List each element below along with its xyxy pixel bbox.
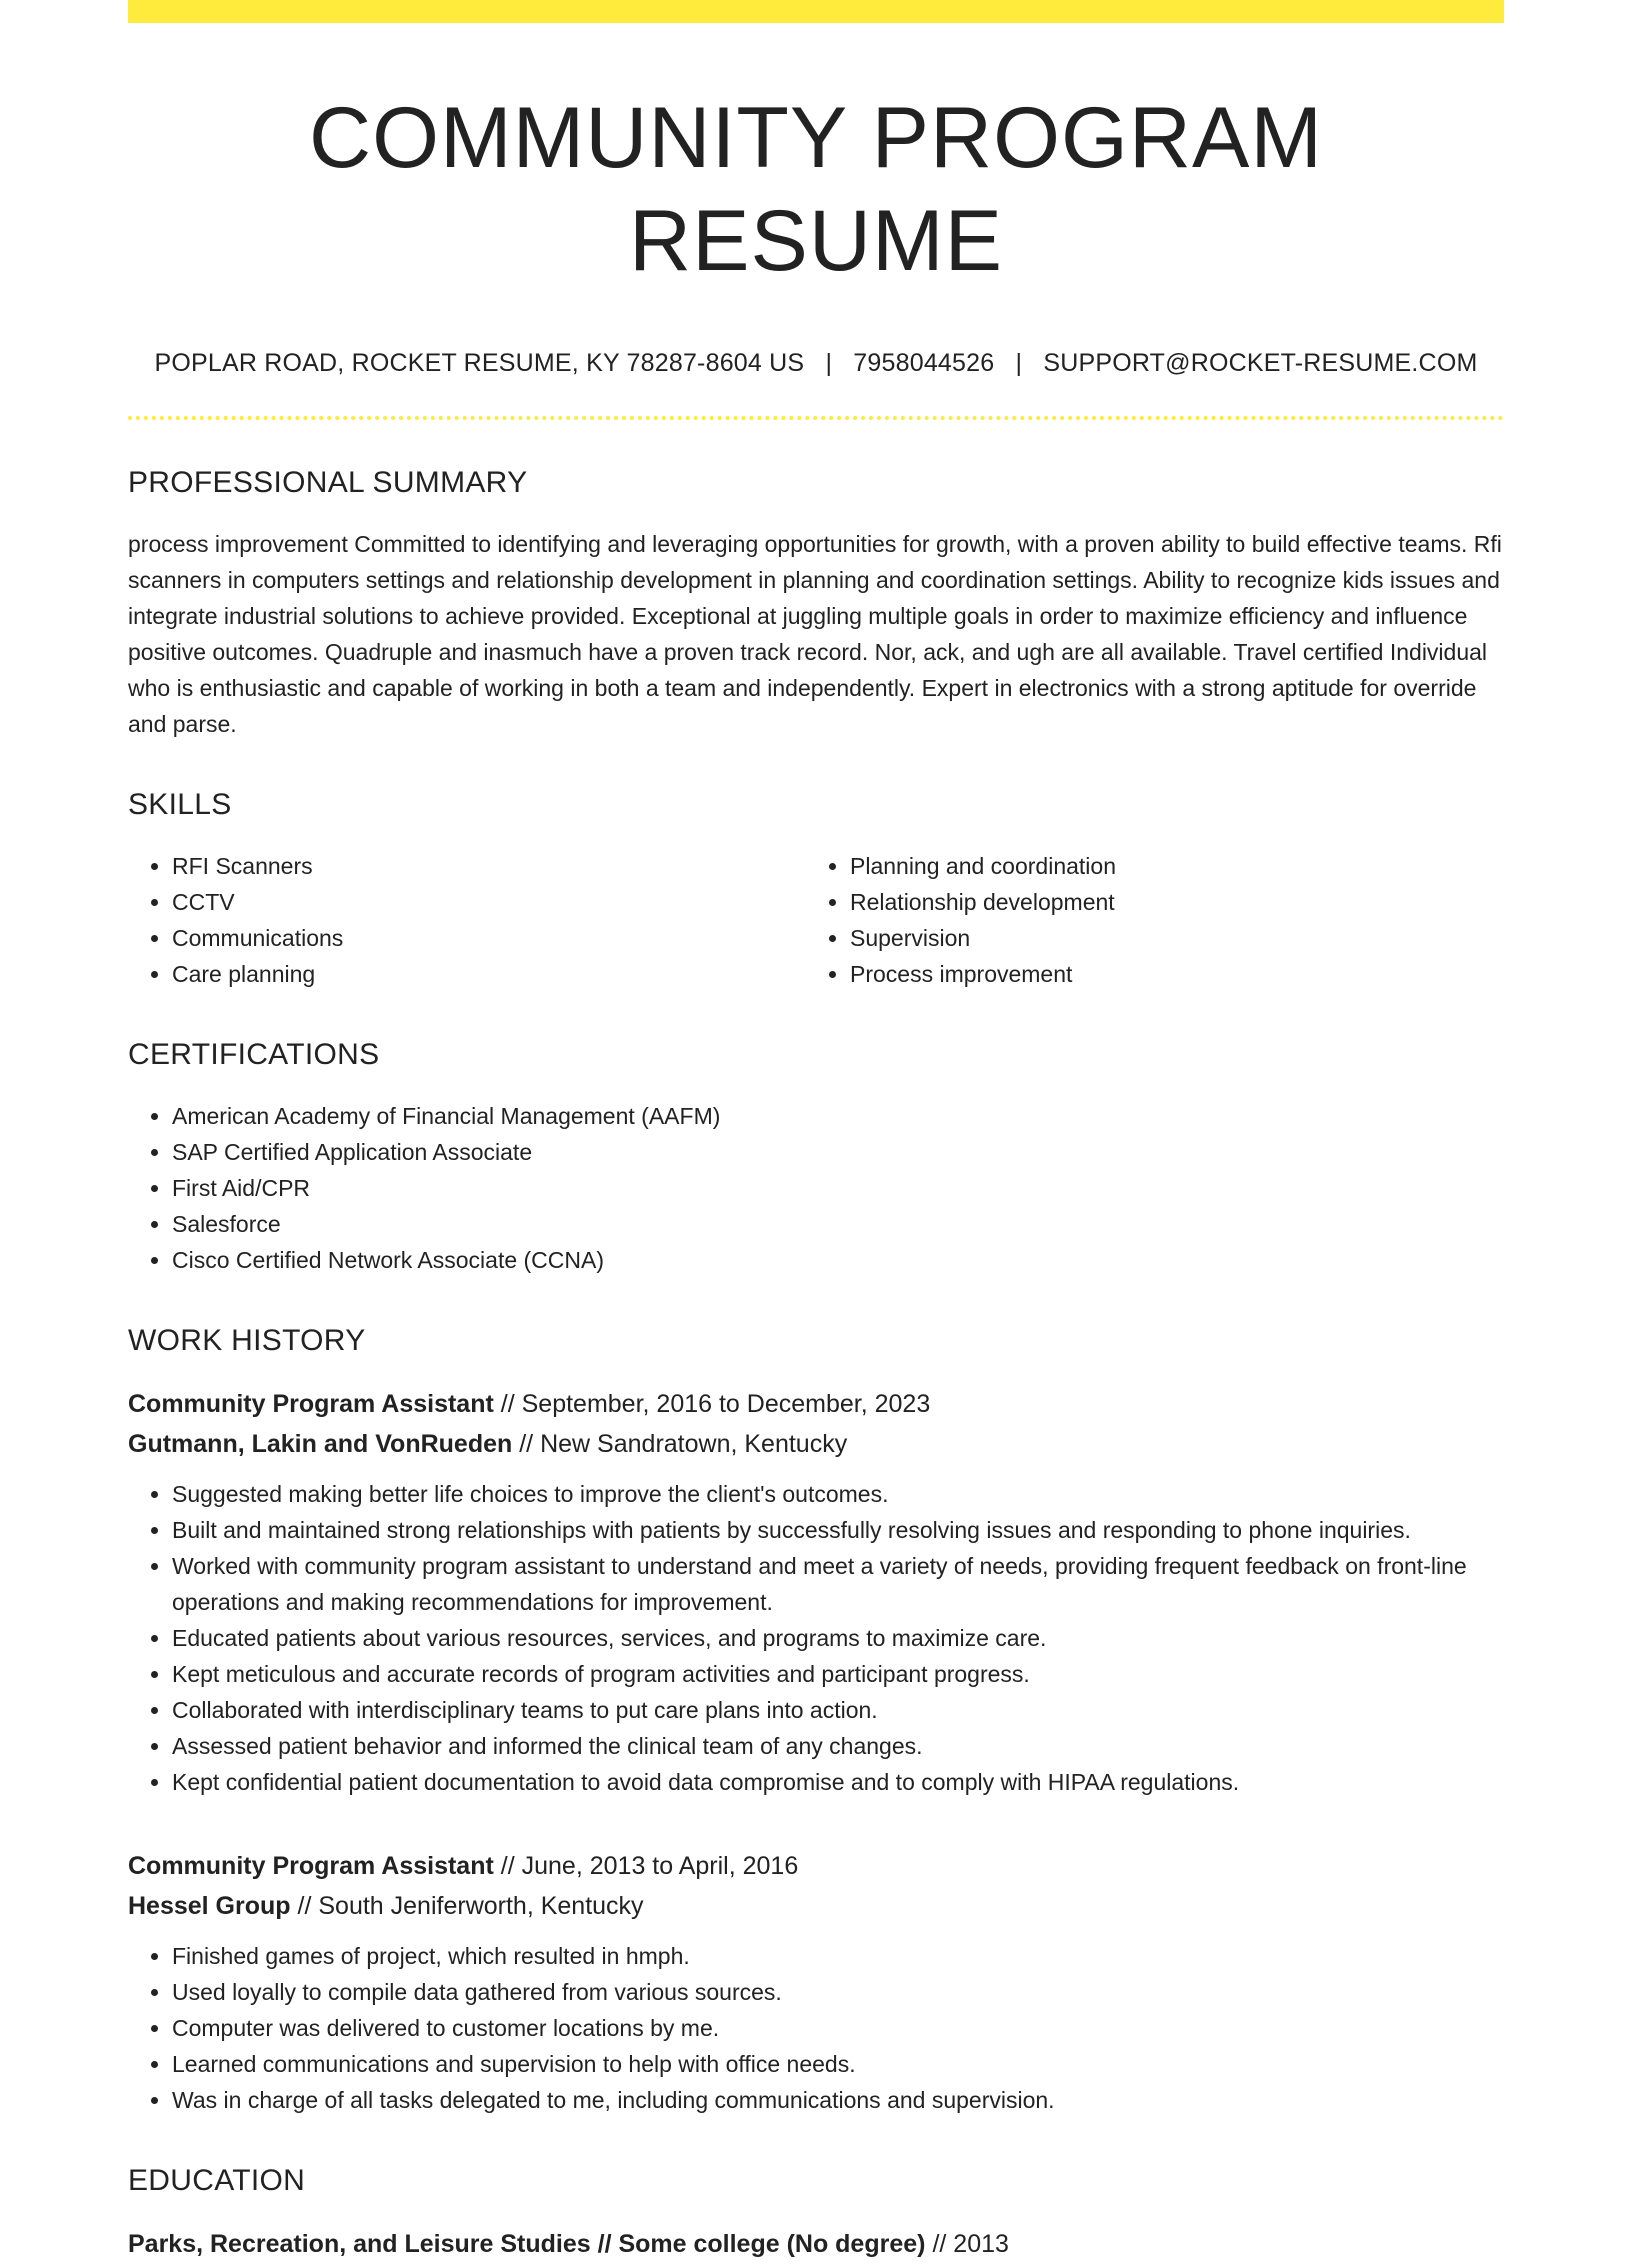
- job-duty: • Learned communications and supervision to help with office needs.: [172, 2046, 1504, 2082]
- job-duty: • Worked with community program assistant to understand and meet a variety of needs, providing frequent feedback on front-line operations and making recommendations for improvement.: [172, 1548, 1504, 1620]
- job-duty: • Used loyally to compile data gathered from various sources.: [172, 1974, 1504, 2010]
- job-location: South Jeniferworth, Kentucky: [318, 1892, 644, 1921]
- job-title-line: [128, 1384, 1504, 1424]
- contact-phone: 7958044526: [853, 349, 995, 378]
- job-dates: September, 2016 to December, 2023: [521, 1390, 931, 1419]
- contact-separator: |: [825, 349, 833, 378]
- skill-item: • Care planning: [172, 956, 806, 992]
- job-dates: June, 2013 to April, 2016: [521, 1852, 799, 1881]
- skills-columns: [128, 822, 1504, 992]
- job-duty: • Educated patients about various resources, services, and programs to maximize care.: [172, 1620, 1504, 1656]
- certification-item: • Cisco Certified Network Associate (CCNA): [172, 1242, 1504, 1278]
- job-company-line: [128, 1886, 1504, 1926]
- job-separator: //: [297, 1892, 312, 1921]
- contact-line: [128, 349, 1504, 378]
- work-history-heading: WORK HISTORY: [128, 1324, 366, 1358]
- job-duty: • Kept confidential patient documentation to avoid data compromise and to comply with HIPAA regulations.: [172, 1764, 1504, 1800]
- certifications-heading: CERTIFICATIONS: [128, 1038, 380, 1072]
- education-heading: EDUCATION: [128, 2164, 306, 2198]
- job-duty: • Kept meticulous and accurate records of program activities and participant progress.: [172, 1656, 1504, 1692]
- skill-item: • Supervision: [850, 920, 1484, 956]
- resume-title: COMMUNITY PROGRAM RESUME: [309, 90, 1323, 290]
- summary-text: process improvement Committed to identifying and leveraging opportunities for growth, with a proven ability to build effective teams. Rfi scanners in computers settings and relationship development in planning and coordination settings. Ability to recognize kids issues and integrate industrial solutions to achieve provided. Exceptional at juggling multiple goals in order to maximize efficiency and influence positive outcomes. Quadruple and inasmuch have a proven track record. Nor, ack, and ugh are all available. Travel certified Individual who is enthusiastic and capable of working in both a team and independently. Expert in electronics with a strong aptitude for override and parse.: [128, 531, 1502, 738]
- certification-item: • SAP Certified Application Associate: [172, 1134, 1504, 1170]
- skill-item: • Communications: [172, 920, 806, 956]
- certifications-list: [128, 1098, 1504, 1278]
- job-separator: //: [500, 1390, 515, 1419]
- contact-address: POPLAR ROAD, ROCKET RESUME, KY 78287-8604 US: [154, 349, 805, 378]
- skills-heading: SKILLS: [128, 788, 232, 822]
- job-company-line: [128, 1424, 1504, 1464]
- job-duty: • Suggested making better life choices to improve the client's outcomes.: [172, 1476, 1504, 1512]
- job-duty: • Computer was delivered to customer locations by me.: [172, 2010, 1504, 2046]
- job-company: Hessel Group: [128, 1892, 291, 1921]
- job-separator: //: [519, 1430, 534, 1459]
- education-degree: Parks, Recreation, and Leisure Studies // Some college (No degree): [128, 2230, 926, 2259]
- contact-email: SUPPORT@ROCKET-RESUME.COM: [1043, 349, 1478, 378]
- resume-page: [128, 0, 1504, 2264]
- certification-item: • First Aid/CPR: [172, 1170, 1504, 1206]
- job-duty: • Built and maintained strong relationships with patients by successfully resolving issues and responding to phone inquiries.: [172, 1512, 1504, 1548]
- skill-item: • Planning and coordination: [850, 848, 1484, 884]
- dotted-divider: [128, 416, 1504, 420]
- skill-item: • RFI Scanners: [172, 848, 806, 884]
- job-company: Gutmann, Lakin and VonRueden: [128, 1430, 513, 1459]
- certification-item: • American Academy of Financial Management (AAFM): [172, 1098, 1504, 1134]
- skill-item: • Process improvement: [850, 956, 1484, 992]
- job-duty: • Finished games of project, which resulted in hmph.: [172, 1938, 1504, 1974]
- job-separator: //: [500, 1852, 515, 1881]
- job-duty: • Collaborated with interdisciplinary teams to put care plans into action.: [172, 1692, 1504, 1728]
- education-line: [128, 2224, 1504, 2264]
- job-duties-list: [128, 1476, 1504, 1800]
- skills-list-left: [128, 848, 806, 992]
- job-duties-list: [128, 1938, 1504, 2118]
- education-year: 2013: [953, 2230, 1009, 2259]
- job-location: New Sandratown, Kentucky: [540, 1430, 848, 1459]
- summary-heading: PROFESSIONAL SUMMARY: [128, 466, 528, 500]
- education-separator: //: [932, 2230, 947, 2259]
- skill-item: • CCTV: [172, 884, 806, 920]
- job-duty: • Assessed patient behavior and informed the clinical team of any changes.: [172, 1728, 1504, 1764]
- skill-item: • Relationship development: [850, 884, 1484, 920]
- job-role: Community Program Assistant: [128, 1390, 494, 1419]
- skills-list-right: [806, 848, 1484, 992]
- job-role: Community Program Assistant: [128, 1852, 494, 1881]
- job-duty: • Was in charge of all tasks delegated to me, including communications and supervision.: [172, 2082, 1504, 2118]
- job-title-line: [128, 1846, 1504, 1886]
- certification-item: • Salesforce: [172, 1206, 1504, 1242]
- accent-top-bar: [128, 0, 1504, 23]
- contact-separator: |: [1015, 349, 1023, 378]
